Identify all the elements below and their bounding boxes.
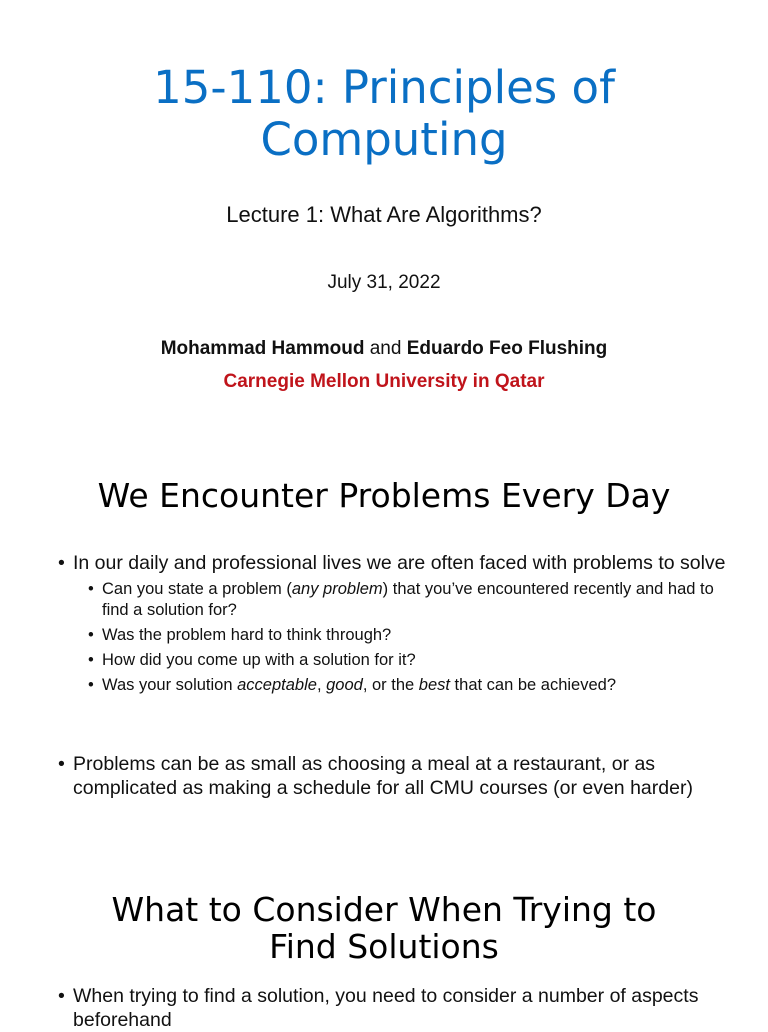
bullet-dot-icon: •	[88, 580, 94, 598]
authors-line	[0, 338, 768, 360]
sub-bullet-item	[88, 650, 738, 671]
sub-bullet-separator: ,	[316, 676, 327, 694]
sub-bullet-text-post: that can be achieved?	[449, 676, 617, 694]
bullet-item	[58, 551, 738, 575]
course-title-line1: 15-110: Principles of	[153, 61, 615, 114]
bullet-dot-icon: •	[88, 626, 94, 644]
slide-title-line1: What to Consider When Trying to	[111, 890, 657, 929]
title-slide	[0, 0, 768, 420]
lecture-subtitle: Lecture 1: What Are Algorithms?	[226, 202, 542, 227]
lecture-date: July 31, 2022	[327, 272, 441, 293]
slide-title-considerations	[0, 891, 768, 965]
bullet-item	[58, 752, 738, 800]
course-title-line2: Computing	[260, 113, 508, 166]
sub-bullet-item	[88, 625, 738, 646]
bullet-text: In our daily and professional lives we are often faced with problems to solve	[73, 552, 726, 574]
slide-title-line2: Find Solutions	[269, 927, 499, 966]
sub-bullet-text-pre: Was your solution	[102, 676, 238, 694]
bullet-dot-icon: •	[88, 676, 94, 694]
sub-bullet-item	[88, 675, 738, 696]
bullet-dot-icon: •	[58, 552, 65, 574]
author-2: Eduardo Feo Flushing	[406, 338, 608, 359]
sub-bullet-separator: , or the	[362, 676, 419, 694]
bullet-text: Problems can be as small as choosing a meal at a restaurant, or as complicated as making a schedule for all CMU courses (or even harder)	[73, 753, 693, 799]
sub-bullet-emphasis: best	[418, 676, 450, 694]
sub-bullet-text-post: ) that you’ve encountered recently and had to find a solution for?	[102, 580, 714, 619]
sub-bullet-emphasis: any problem	[291, 580, 383, 598]
affiliation: Carnegie Mellon University in Qatar	[223, 371, 545, 392]
bullet-text: When trying to find a solution, you need to consider a number of aspects beforehand	[73, 985, 699, 1031]
authors-and: and	[369, 338, 402, 359]
author-1: Mohammad Hammoud	[160, 338, 365, 359]
sub-bullet-list	[88, 579, 738, 696]
bullet-dot-icon: •	[58, 753, 65, 775]
sub-bullet-text: How did you come up with a solution for it?	[102, 651, 416, 669]
bullet-dot-icon: •	[88, 651, 94, 669]
bullet-item	[58, 984, 738, 1032]
sub-bullet-text-pre: Can you state a problem (	[102, 580, 292, 598]
bullet-list-considerations	[58, 984, 738, 1032]
slide-title-problems: We Encounter Problems Every Day	[97, 476, 671, 515]
bullet-dot-icon: •	[58, 985, 65, 1007]
sub-bullet-item	[88, 579, 738, 621]
course-title	[0, 62, 768, 166]
sub-bullet-emphasis: acceptable	[237, 676, 317, 694]
sub-bullet-emphasis: good	[326, 676, 363, 694]
sub-bullet-text: Was the problem hard to think through?	[102, 626, 392, 644]
bullet-list-problems-2	[58, 752, 738, 800]
bullet-list-problems	[58, 551, 738, 700]
